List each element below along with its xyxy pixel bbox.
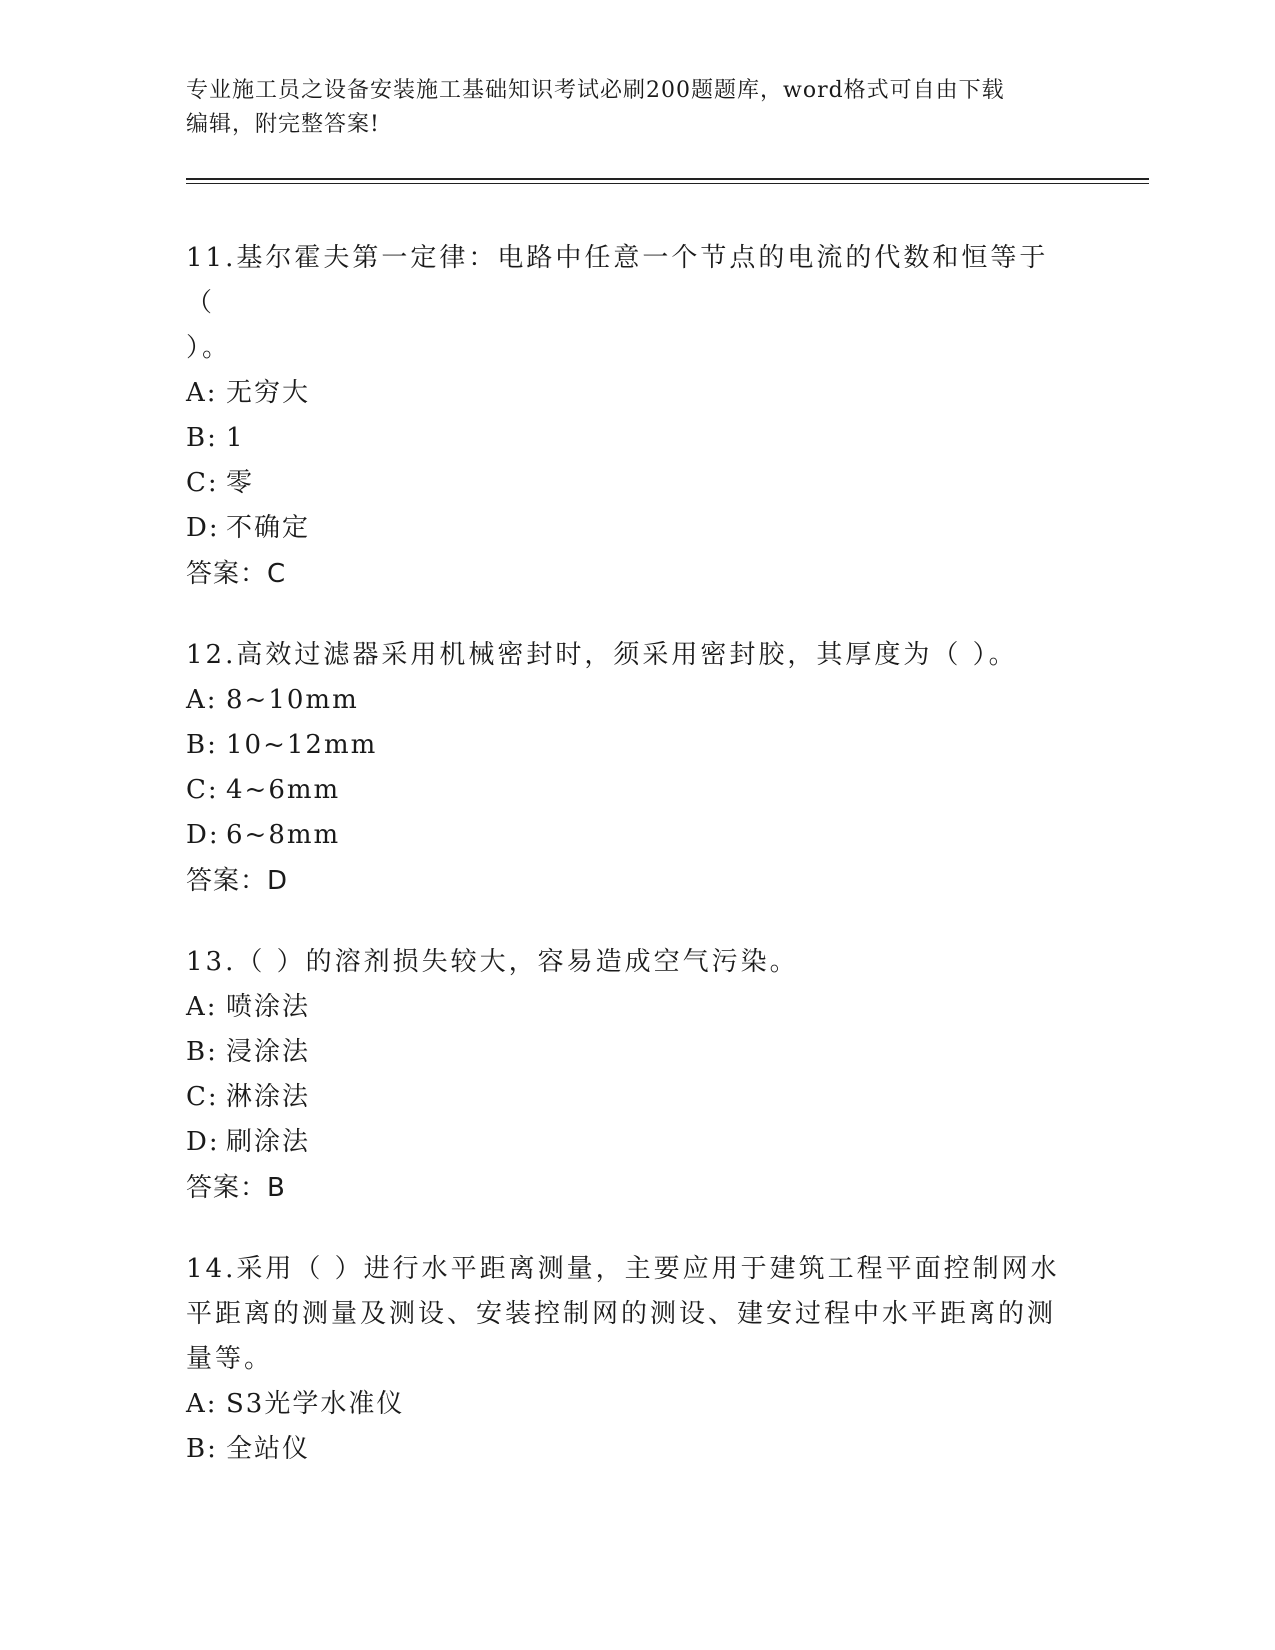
- answer-line: 答案：D: [186, 866, 289, 896]
- option-text: 1: [226, 423, 245, 453]
- option-text: 浸涂法: [226, 1037, 311, 1067]
- option-b: [186, 1427, 1066, 1472]
- question-11: [186, 236, 1066, 597]
- option-a: [186, 371, 1066, 416]
- option-text: 6~8mm: [226, 820, 341, 850]
- option-key: B:: [186, 423, 218, 453]
- option-d: [186, 813, 1066, 858]
- option-key: A:: [186, 1389, 218, 1419]
- option-text: 喷涂法: [226, 992, 311, 1022]
- header-divider-thick: [186, 178, 1149, 180]
- option-b: [186, 723, 1066, 768]
- header-divider-thin: [186, 183, 1149, 184]
- answer-line: 答案：B: [186, 1173, 286, 1203]
- option-text: 淋涂法: [226, 1082, 311, 1112]
- header-line-2: 编辑，附完整答案!: [186, 112, 380, 137]
- option-text: 全站仪: [226, 1434, 311, 1464]
- option-text: 不确定: [226, 513, 311, 543]
- option-key: D:: [186, 820, 220, 850]
- answer-line: 答案：C: [186, 559, 287, 589]
- option-text: S3光学水准仪: [226, 1389, 405, 1419]
- question-stem: 11.基尔霍夫第一定律：电路中任意一个节点的电流的代数和恒等于（: [186, 243, 1049, 318]
- question-stem-continued: 平距离的测量及测设、安装控制网的测设、建安过程中水平距离的测: [186, 1299, 1057, 1329]
- option-key: D:: [186, 1127, 220, 1157]
- question-stem-continued: ）。: [186, 333, 232, 363]
- option-key: A:: [186, 378, 218, 408]
- option-key: C:: [186, 775, 219, 805]
- question-12: [186, 633, 1066, 904]
- header-line-1: 专业施工员之设备安装施工基础知识考试必刷200题题库，word格式可自由下载: [186, 78, 1005, 103]
- option-key: B:: [186, 1037, 218, 1067]
- option-text: 8~10mm: [226, 685, 359, 715]
- option-d: [186, 506, 1066, 551]
- option-text: 10~12mm: [226, 730, 378, 760]
- question-stem: 12.高效过滤器采用机械密封时，须采用密封胶，其厚度为（ ）。: [186, 640, 1018, 670]
- question-13: [186, 940, 1066, 1211]
- option-a: [186, 678, 1066, 723]
- question-stem: 14.采用（ ）进行水平距离测量，主要应用于建筑工程平面控制网水: [186, 1254, 1060, 1284]
- option-key: A:: [186, 992, 218, 1022]
- question-stem-continued-2: 量等。: [186, 1344, 274, 1374]
- option-text: 无穷大: [226, 378, 311, 408]
- option-text: 零: [226, 468, 255, 498]
- option-c: [186, 461, 1066, 506]
- option-c: [186, 1075, 1066, 1120]
- question-stem: 13.（ ）的溶剂损失较大，容易造成空气污染。: [186, 947, 799, 977]
- option-text: 4~6mm: [226, 775, 341, 805]
- option-d: [186, 1120, 1066, 1165]
- option-b: [186, 1030, 1066, 1075]
- option-a: [186, 985, 1066, 1030]
- option-key: C:: [186, 468, 219, 498]
- question-list: [186, 236, 1066, 1508]
- option-key: B:: [186, 1434, 218, 1464]
- option-key: C:: [186, 1082, 219, 1112]
- option-text: 刷涂法: [226, 1127, 311, 1157]
- document-header: [186, 74, 1086, 142]
- option-key: A:: [186, 685, 218, 715]
- option-c: [186, 768, 1066, 813]
- option-key: D:: [186, 513, 220, 543]
- option-a: [186, 1382, 1066, 1427]
- question-14: [186, 1247, 1066, 1472]
- option-key: B:: [186, 730, 218, 760]
- option-b: [186, 416, 1066, 461]
